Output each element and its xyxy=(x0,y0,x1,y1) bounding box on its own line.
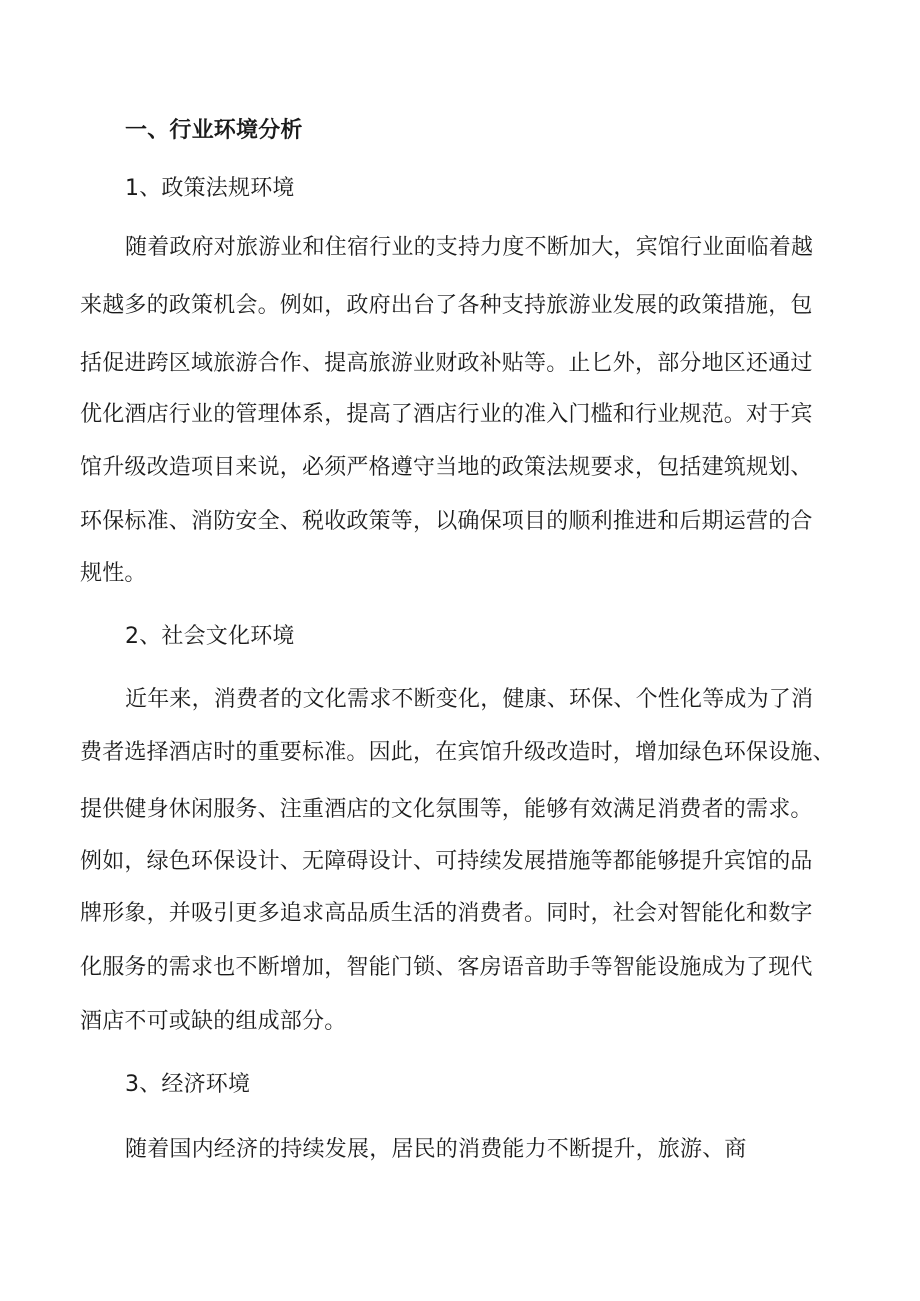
paragraph-line: 规性。 xyxy=(80,561,147,586)
paragraph-line: 例如，绿色环保设计、无障碍设计、可持续发展措施等都能够提升宾馆的品 xyxy=(80,849,813,874)
paragraph-line: 酒店不可或缺的组成部分。 xyxy=(80,1009,347,1034)
paragraph-line: 化服务的需求也不断增加，智能门锁、客房语音助手等智能设施成为了现代 xyxy=(80,955,813,980)
paragraph-line: 括促进跨区域旅游合作、提高旅游业财政补贴等。止匕外，部分地区还通过 xyxy=(80,351,813,376)
paragraph-line: 来越多的政策机会。例如，政府出台了各种支持旅游业发展的政策措施，包 xyxy=(80,293,813,318)
paragraph-line: 费者选择酒店时的重要标准。因此，在宾馆升级改造时，增加绿色环保设施、 xyxy=(80,740,835,765)
paragraph-line: 馆升级改造项目来说，必须严格遵守当地的政策法规要求，包括建筑规划、 xyxy=(80,455,813,480)
paragraph-line: 随着政府对旅游业和住宿行业的支持力度不断加大，宾馆行业面临着越 xyxy=(125,235,814,260)
paragraph-line: 优化酒店行业的管理体系，提高了酒店行业的准入门槛和行业规范。对于宾 xyxy=(80,402,813,427)
paragraph-line: 提供健身休闲服务、注重酒店的文化氛围等，能够有效满足消费者的需求。 xyxy=(80,797,813,822)
section-title: 一、行业环境分析 xyxy=(125,118,303,143)
subsection-heading-economy: 3、经济环境 xyxy=(125,1072,251,1097)
paragraph-line: 牌形象，并吸引更多追求高品质生活的消费者。同时，社会对智能化和数字 xyxy=(80,901,813,926)
paragraph-line: 近年来，消费者的文化需求不断变化，健康、环保、个性化等成为了消 xyxy=(125,687,814,712)
paragraph-line: 环保标准、消防安全、税收政策等，以确保项目的顺利推进和后期运营的合 xyxy=(80,509,813,534)
subsection-heading-policy: 1、政策法规环境 xyxy=(125,176,295,201)
paragraph-line: 随着国内经济的持续发展，居民的消费能力不断提升，旅游、商 xyxy=(125,1137,747,1162)
subsection-heading-social-culture: 2、社会文化环境 xyxy=(125,624,295,649)
